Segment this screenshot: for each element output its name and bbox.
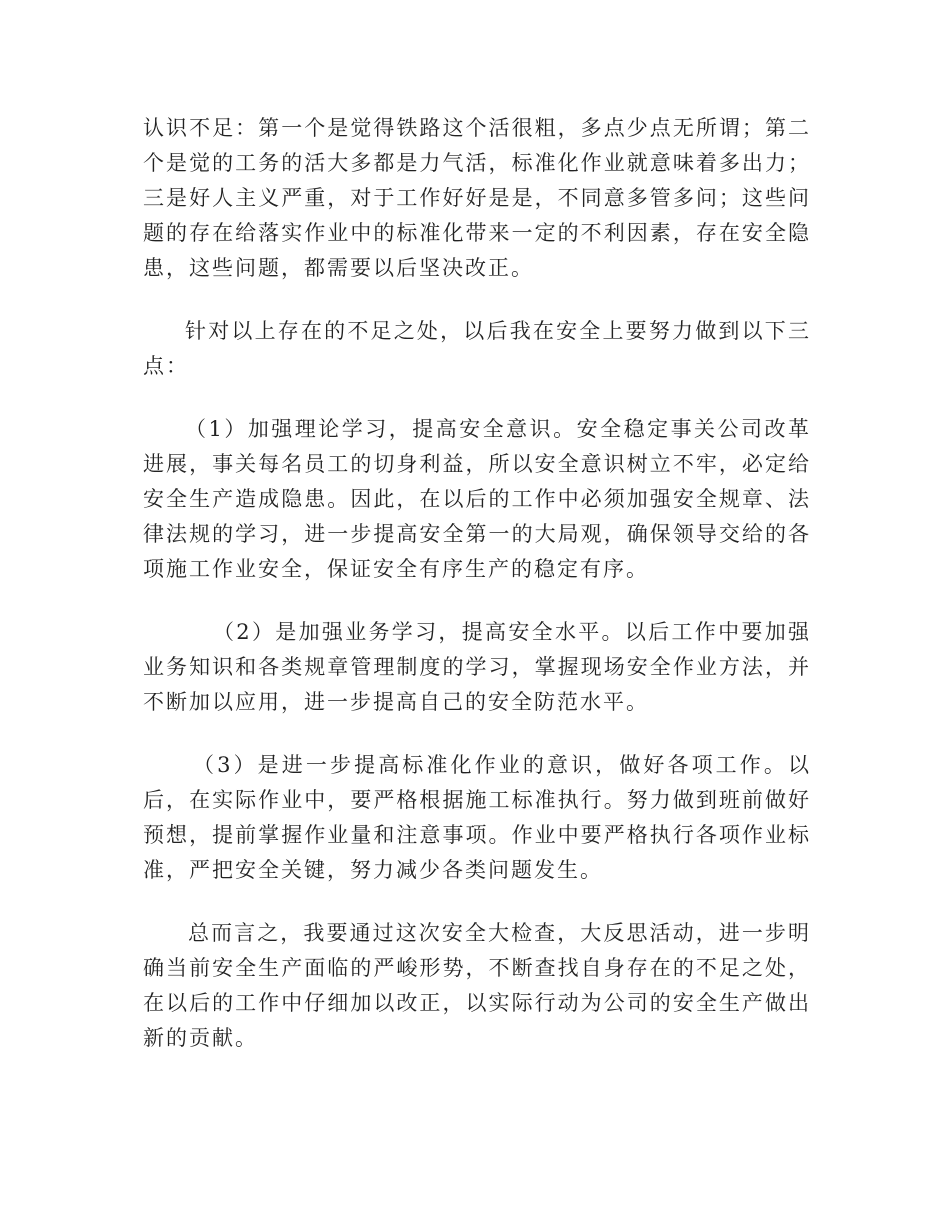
paragraph-point-1-theory-study: （1）加强理论学习，提高安全意识。安全稳定事关公司改革进展，事关每名员工的切身利益，所以安全意识树立不牢，必定给安全生产造成隐患。因此，在以后的工作中必须加强安全规章、法律法规的学习，进一步提高安全第一的大局观，确保领导交给的各项施工作业安全，保证安全有序生产的稳定有序。 [143,417,811,581]
paragraph-point-2-business-study: （2）是加强业务学习，提高安全水平。以后工作中要加强业务知识和各类规章管理制度的学习，掌握现场安全作业方法，并不断加以应用，进一步提高自己的安全防范水平。 [143,620,811,714]
document-body [143,111,811,1056]
paragraph-conclusion: 总而言之，我要通过这次安全大检查，大反思活动，进一步明确当前安全生产面临的严峻形势，不断查找自身存在的不足之处，在以后的工作中仔细加以改正，以实际行动为公司的安全生产做出新的贡献。 [143,921,811,1050]
paragraph-insufficient-awareness: 认识不足：第一个是觉得铁路这个活很粗，多点少点无所谓；第二个是觉的工务的活大多都是力气活，标准化作业就意味着多出力；三是好人主义严重，对于工作好好是是，不同意多管多问；这些问题的存在给落实作业中的标准化带来一定的不利因素，存在安全隐患，这些问题，都需要以后坚决改正。 [143,116,811,280]
paragraph-three-points-intro: 针对以上存在的不足之处，以后我在安全上要努力做到以下三点： [143,319,811,378]
paragraph-point-3-standardization: （3）是进一步提高标准化作业的意识，做好各项工作。以后，在实际作业中，要严格根据施工标准执行。努力做到班前做好预想，提前掌握作业量和注意事项。作业中要严格执行各项作业标准，严把安全关键，努力减少各类问题发生。 [143,753,811,882]
